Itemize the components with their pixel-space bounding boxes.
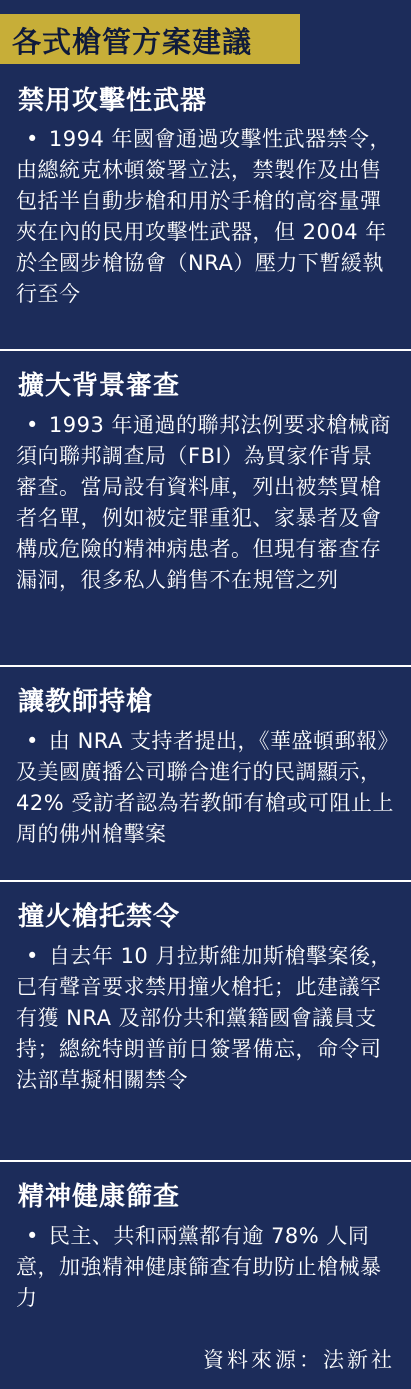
section-text: 民主、共和兩黨都有逾 78% 人同意，加強精神健康篩查有助防止槍械暴力: [16, 1224, 382, 1310]
bullet-icon: •: [26, 944, 39, 968]
section-text: 1994 年國會通過攻擊性武器禁令，由總統克林頓簽署立法，禁製作及出售包括半自動步槍和用於手槍的高容量彈夾在內的民用攻擊性武器，但 2004 年於全國步槍協會（NRA）壓力下暫緩執行至今: [16, 127, 392, 306]
section-divider: [0, 1160, 411, 1162]
section-divider: [0, 349, 411, 351]
section-body-arm-teachers: [16, 726, 394, 850]
bullet-icon: •: [26, 127, 39, 151]
section-body-bump-stock-ban: [16, 941, 394, 1096]
bullet-icon: •: [26, 1224, 39, 1248]
section-body-mental-health: [16, 1221, 394, 1314]
section-heading-arm-teachers: 讓教師持槍: [18, 687, 154, 717]
bullet-icon: •: [26, 729, 39, 753]
title-bar: [0, 14, 300, 64]
section-heading-background-check: 擴大背景審查: [18, 371, 181, 401]
section-divider: [0, 665, 411, 667]
bullet-icon: •: [26, 413, 39, 437]
section-text: 自去年 10 月拉斯維加斯槍擊案後，已有聲音要求禁用撞火槍托；此建議罕有獲 NRA 及部份共和黨籍國會議員支持；總統特朗普前日簽署備忘，命令司法部草擬相關禁令: [16, 944, 392, 1092]
section-text: 由 NRA 支持者提出，《華盛頓郵報》及美國廣播公司聯合進行的民調顯示，42% 受訪者認為若教師有槍或可阻止上周的佛州槍擊案: [16, 729, 394, 846]
section-body-assault-weapons: [16, 124, 394, 310]
section-body-background-check: [16, 410, 394, 596]
page-title: 各式槍管方案建議: [12, 25, 253, 59]
source-credit: 資料來源：法新社: [203, 1348, 395, 1372]
section-text: 1993 年通過的聯邦法例要求槍械商須向聯邦調查局（FBI）為買家作背景審查。當局設有資料庫，列出被禁買槍者名單，例如被定罪重犯、家暴者及會構成危險的精神病患者。但現有審查存漏洞，很多私人銷售不在規管之列: [16, 413, 392, 592]
section-heading-bump-stock-ban: 撞火槍托禁令: [18, 902, 181, 932]
section-divider: [0, 880, 411, 882]
section-heading-mental-health: 精神健康篩查: [18, 1182, 181, 1212]
section-heading-assault-weapons: 禁用攻擊性武器: [18, 86, 208, 116]
